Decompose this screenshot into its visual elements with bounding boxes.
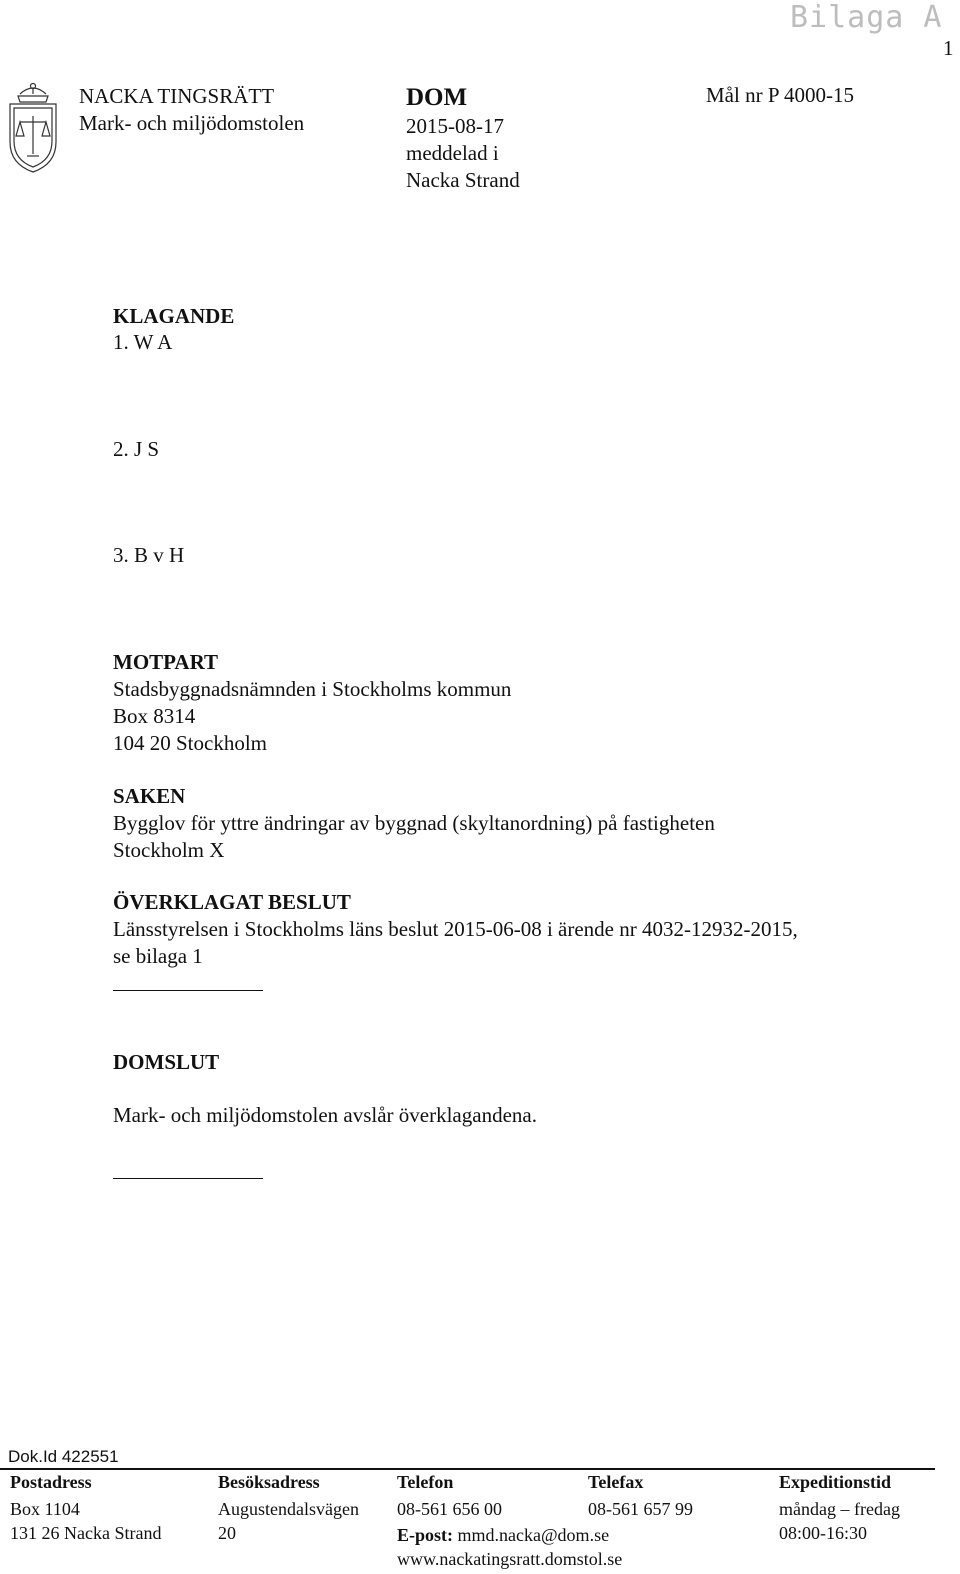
overklagat-heading: ÖVERKLAGAT BESLUT	[113, 890, 351, 914]
watermark-bilaga: Bilaga A	[790, 0, 943, 35]
domslut-text: Mark- och miljödomstolen avslår överklagandena.	[113, 1103, 537, 1127]
expeditionstid-hours: 08:00-16:30	[779, 1523, 867, 1543]
issued-line-2: Nacka Strand	[406, 168, 520, 192]
email-label: E-post:	[397, 1525, 454, 1545]
overklagat-line: Länsstyrelsen i Stockholms läns beslut 2015-06-08 i ärende nr 4032-12932-2015,	[113, 917, 798, 941]
motpart-line: Box 8314	[113, 704, 196, 728]
overklagat-section	[113, 889, 798, 970]
domslut-heading: DOMSLUT	[113, 1050, 220, 1074]
court-division: Mark- och miljödomstolen	[79, 111, 305, 135]
court-name: NACKA TINGSRÄTT	[79, 84, 275, 108]
telefax-number: 08-561 657 99	[588, 1499, 693, 1519]
judgment-date: 2015-08-17	[406, 114, 504, 138]
telefax-heading: Telefax	[588, 1472, 644, 1492]
website-link[interactable]: www.nackatingsratt.domstol.se	[397, 1549, 623, 1569]
page-number: 1	[943, 36, 954, 60]
expeditionstid-days: måndag – fredag	[779, 1499, 900, 1519]
saken-heading: SAKEN	[113, 784, 186, 808]
footer-besoksadress	[218, 1470, 359, 1545]
footer-telefax	[588, 1470, 693, 1521]
email-link[interactable]: mmd.nacka@dom.se	[457, 1525, 610, 1545]
klagande-item: 1. W A	[113, 330, 173, 354]
expeditionstid-heading: Expeditionstid	[779, 1472, 892, 1492]
klagande-heading: KLAGANDE	[113, 304, 235, 328]
section-divider	[113, 1178, 263, 1179]
section-divider	[113, 990, 263, 991]
saken-line: Bygglov för yttre ändringar av byggnad (skyltanordning) på fastigheten	[113, 811, 715, 835]
judgment-header	[406, 83, 520, 194]
case-number: Mål nr P 4000-15	[706, 83, 854, 107]
court-header	[79, 83, 304, 137]
doc-type: DOM	[406, 84, 468, 111]
telefon-heading: Telefon	[397, 1472, 454, 1492]
issued-line-1: meddelad i	[406, 141, 499, 165]
telefon-number: 08-561 656 00	[397, 1499, 502, 1519]
postadress-line: 131 26 Nacka Strand	[10, 1523, 162, 1543]
besoksadress-line: Augustendalsvägen	[218, 1499, 359, 1519]
email-line	[397, 1523, 622, 1547]
besoksadress-heading: Besöksadress	[218, 1472, 320, 1492]
klagande-item: 2. J S	[113, 437, 160, 461]
motpart-heading: MOTPART	[113, 650, 219, 674]
motpart-section	[113, 649, 511, 757]
court-seal-emblem	[6, 80, 60, 176]
document-id: Dok.Id 422551	[8, 1447, 119, 1466]
postadress-line: Box 1104	[10, 1499, 80, 1519]
besoksadress-line: 20	[218, 1523, 236, 1543]
saken-section	[113, 783, 715, 864]
overklagat-line: se bilaga 1	[113, 944, 203, 968]
postadress-heading: Postadress	[10, 1472, 92, 1492]
motpart-line: 104 20 Stockholm	[113, 731, 268, 755]
motpart-line: Stadsbyggnadsnämnden i Stockholms kommun	[113, 677, 512, 701]
klagande-item: 3. B v H	[113, 543, 185, 567]
footer-postadress	[10, 1470, 161, 1545]
footer-expeditionstid	[779, 1470, 900, 1545]
saken-line: Stockholm X	[113, 838, 225, 862]
